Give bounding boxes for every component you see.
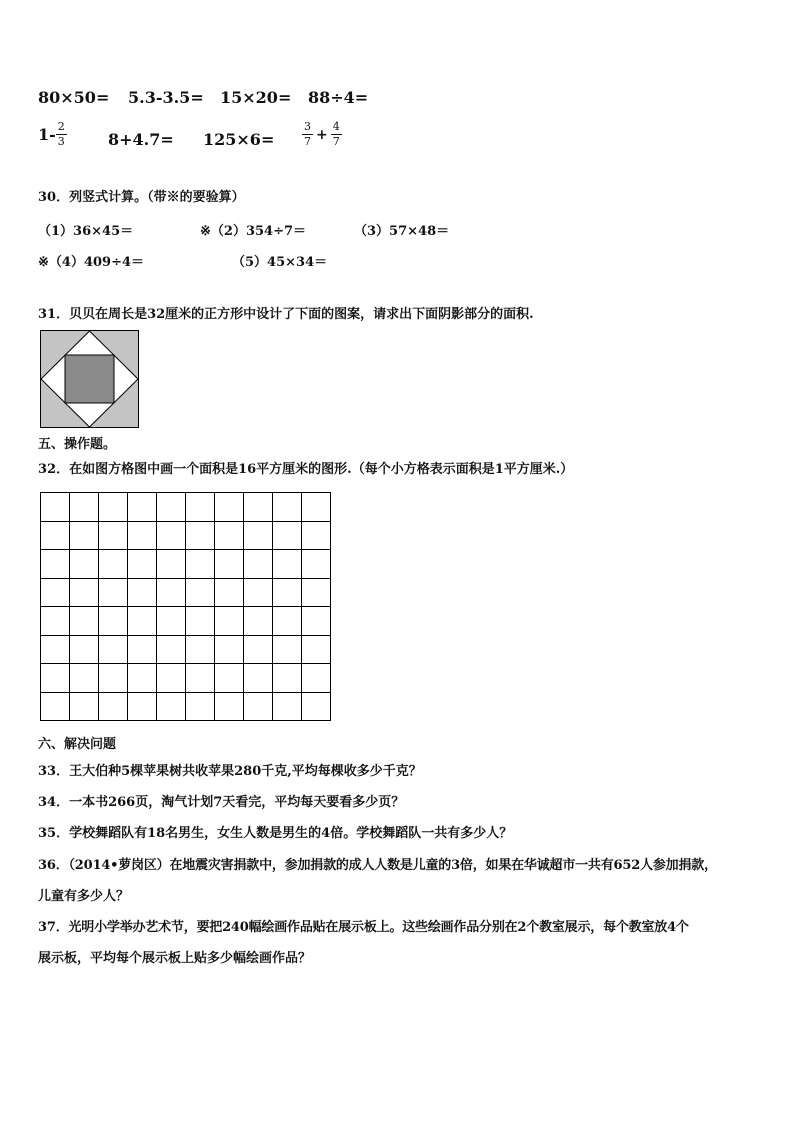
q37-line-1: 37．光明小学举办艺术节，要把240幅绘画作品贴在展示板上。这些绘画作品分别在2个教室展示，每个教室放4个 [38, 920, 689, 935]
shaded-inner-square [65, 355, 114, 403]
q30-item-3: （3）57×48＝ [354, 224, 450, 239]
grid-cell [302, 579, 331, 608]
grid-cell [70, 607, 99, 636]
grid-cell [128, 607, 157, 636]
fraction-three-sevenths [302, 120, 313, 149]
q30-item-2: ※（2）354÷7＝ [200, 224, 307, 239]
grid-cell [157, 579, 186, 608]
grid-cell [99, 579, 128, 608]
grid-cell [302, 493, 331, 522]
q30-item-4: ※（4）409÷4＝ [38, 255, 145, 270]
grid-cell [244, 522, 273, 551]
q36-line-2: 儿童有多少人？ [38, 889, 130, 904]
grid-cell [186, 636, 215, 665]
grid-cell [215, 522, 244, 551]
grid-cell [186, 607, 215, 636]
grid-cell [215, 493, 244, 522]
grid-cell [244, 493, 273, 522]
grid-cell [302, 607, 331, 636]
grid-cell [215, 693, 244, 722]
oral-item-2: 5.3-3.5= [128, 88, 204, 107]
grid-cell [128, 493, 157, 522]
grid-cell [70, 693, 99, 722]
q33-text: 33．王大伯种5棵苹果树共收苹果280千克,平均每棵收多少千克？ [38, 764, 422, 779]
grid-cell [273, 493, 302, 522]
grid-cell [70, 550, 99, 579]
grid-cell [41, 636, 70, 665]
oral-item-5-prefix: 1- [38, 125, 56, 144]
grid-cell [99, 522, 128, 551]
grid-cell [302, 664, 331, 693]
oral-item-8 [302, 120, 342, 149]
q30-item-1: （1）36×45＝ [38, 224, 134, 239]
grid-cell [157, 607, 186, 636]
grid-cell [99, 636, 128, 665]
grid-cell [157, 664, 186, 693]
grid-cell [215, 636, 244, 665]
grid-cell [128, 636, 157, 665]
q31-text: 31．贝贝在周长是32厘米的正方形中设计了下面的图案，请求出下面阴影部分的面积. [38, 307, 534, 322]
grid-cell [302, 693, 331, 722]
oral-item-7: 125×6= [203, 130, 275, 149]
grid-cell [99, 664, 128, 693]
plus-sign: + [316, 126, 328, 143]
grid-cell [302, 636, 331, 665]
grid-cell [41, 550, 70, 579]
grid-cell [41, 693, 70, 722]
fraction-two-thirds [56, 120, 67, 149]
grid-cell [70, 636, 99, 665]
oral-item-4: 88÷4= [308, 88, 369, 107]
fraction-numerator: 3 [304, 120, 311, 133]
grid-cell [215, 550, 244, 579]
grid-cell [186, 579, 215, 608]
grid-cell [70, 493, 99, 522]
grid-cell [186, 664, 215, 693]
grid-cell [128, 664, 157, 693]
fraction-denominator: 3 [57, 135, 65, 148]
grid-cell [244, 664, 273, 693]
grid-cell [41, 579, 70, 608]
fraction-four-sevenths [331, 120, 342, 149]
q31-figure [40, 330, 139, 428]
grid-cell [273, 550, 302, 579]
grid-cell [70, 664, 99, 693]
grid-cell [186, 550, 215, 579]
oral-item-5 [38, 120, 67, 149]
grid-cell [273, 664, 302, 693]
grid-cell [273, 579, 302, 608]
oral-item-6: 8+4.7= [108, 130, 174, 149]
grid-cell [244, 579, 273, 608]
grid-cell [273, 636, 302, 665]
grid-cell [128, 522, 157, 551]
grid-cell [128, 579, 157, 608]
q32-text: 32．在如图方格图中画一个面积是16平方厘米的图形.（每个小方格表示面积是1平方厘米.） [38, 462, 574, 477]
q36-line-1: 36．（2014•萝岗区）在地震灾害捐款中，参加捐款的成人人数是儿童的3倍，如果在华诚超市一共有652人参加捐款， [38, 858, 717, 873]
grid-cell [244, 636, 273, 665]
grid-cell [215, 664, 244, 693]
q35-text: 35．学校舞蹈队有18名男生，女生人数是男生的4倍。学校舞蹈队一共有多少人？ [38, 826, 513, 841]
grid-cell [128, 693, 157, 722]
grid-cell [99, 493, 128, 522]
grid-cell [70, 522, 99, 551]
fraction-denominator: 7 [304, 135, 311, 148]
grid-cell [41, 607, 70, 636]
fraction-numerator: 2 [57, 120, 65, 133]
q34-text: 34．一本书266页，淘气计划7天看完，平均每天要看多少页？ [38, 795, 405, 810]
grid-cell [157, 636, 186, 665]
section-six-heading: 六、解决问题 [38, 737, 117, 752]
grid-cell [302, 550, 331, 579]
grid-cell [244, 607, 273, 636]
grid-cell [244, 693, 273, 722]
grid-cell [302, 522, 331, 551]
oral-item-1: 80×50= [38, 88, 110, 107]
q30-item-5: （5）45×34＝ [232, 255, 328, 270]
grid-cell [70, 579, 99, 608]
grid-cell [215, 607, 244, 636]
q37-line-2: 展示板，平均每个展示板上贴多少幅绘画作品？ [38, 951, 312, 966]
grid-cell [41, 664, 70, 693]
grid-cell [99, 607, 128, 636]
grid-cell [41, 493, 70, 522]
grid-cell [186, 693, 215, 722]
grid-cell [186, 493, 215, 522]
grid-cell [273, 522, 302, 551]
grid-cell [157, 493, 186, 522]
grid-cell [128, 550, 157, 579]
grid-cell [41, 522, 70, 551]
grid-cell [157, 693, 186, 722]
grid-cell [186, 522, 215, 551]
section-five-heading: 五、操作题。 [38, 437, 117, 452]
grid-cell [157, 550, 186, 579]
grid-cell [99, 550, 128, 579]
fraction-denominator: 7 [332, 135, 340, 148]
grid-cell [157, 522, 186, 551]
fraction-numerator: 4 [332, 120, 340, 133]
grid-cell [273, 693, 302, 722]
grid-cell [215, 579, 244, 608]
square-grid [40, 492, 331, 721]
oral-item-3: 15×20= [220, 88, 292, 107]
grid-cell [99, 693, 128, 722]
q30-title: 30．列竖式计算。（带※的要验算） [38, 190, 245, 205]
grid-cell [273, 607, 302, 636]
grid-cell [244, 550, 273, 579]
